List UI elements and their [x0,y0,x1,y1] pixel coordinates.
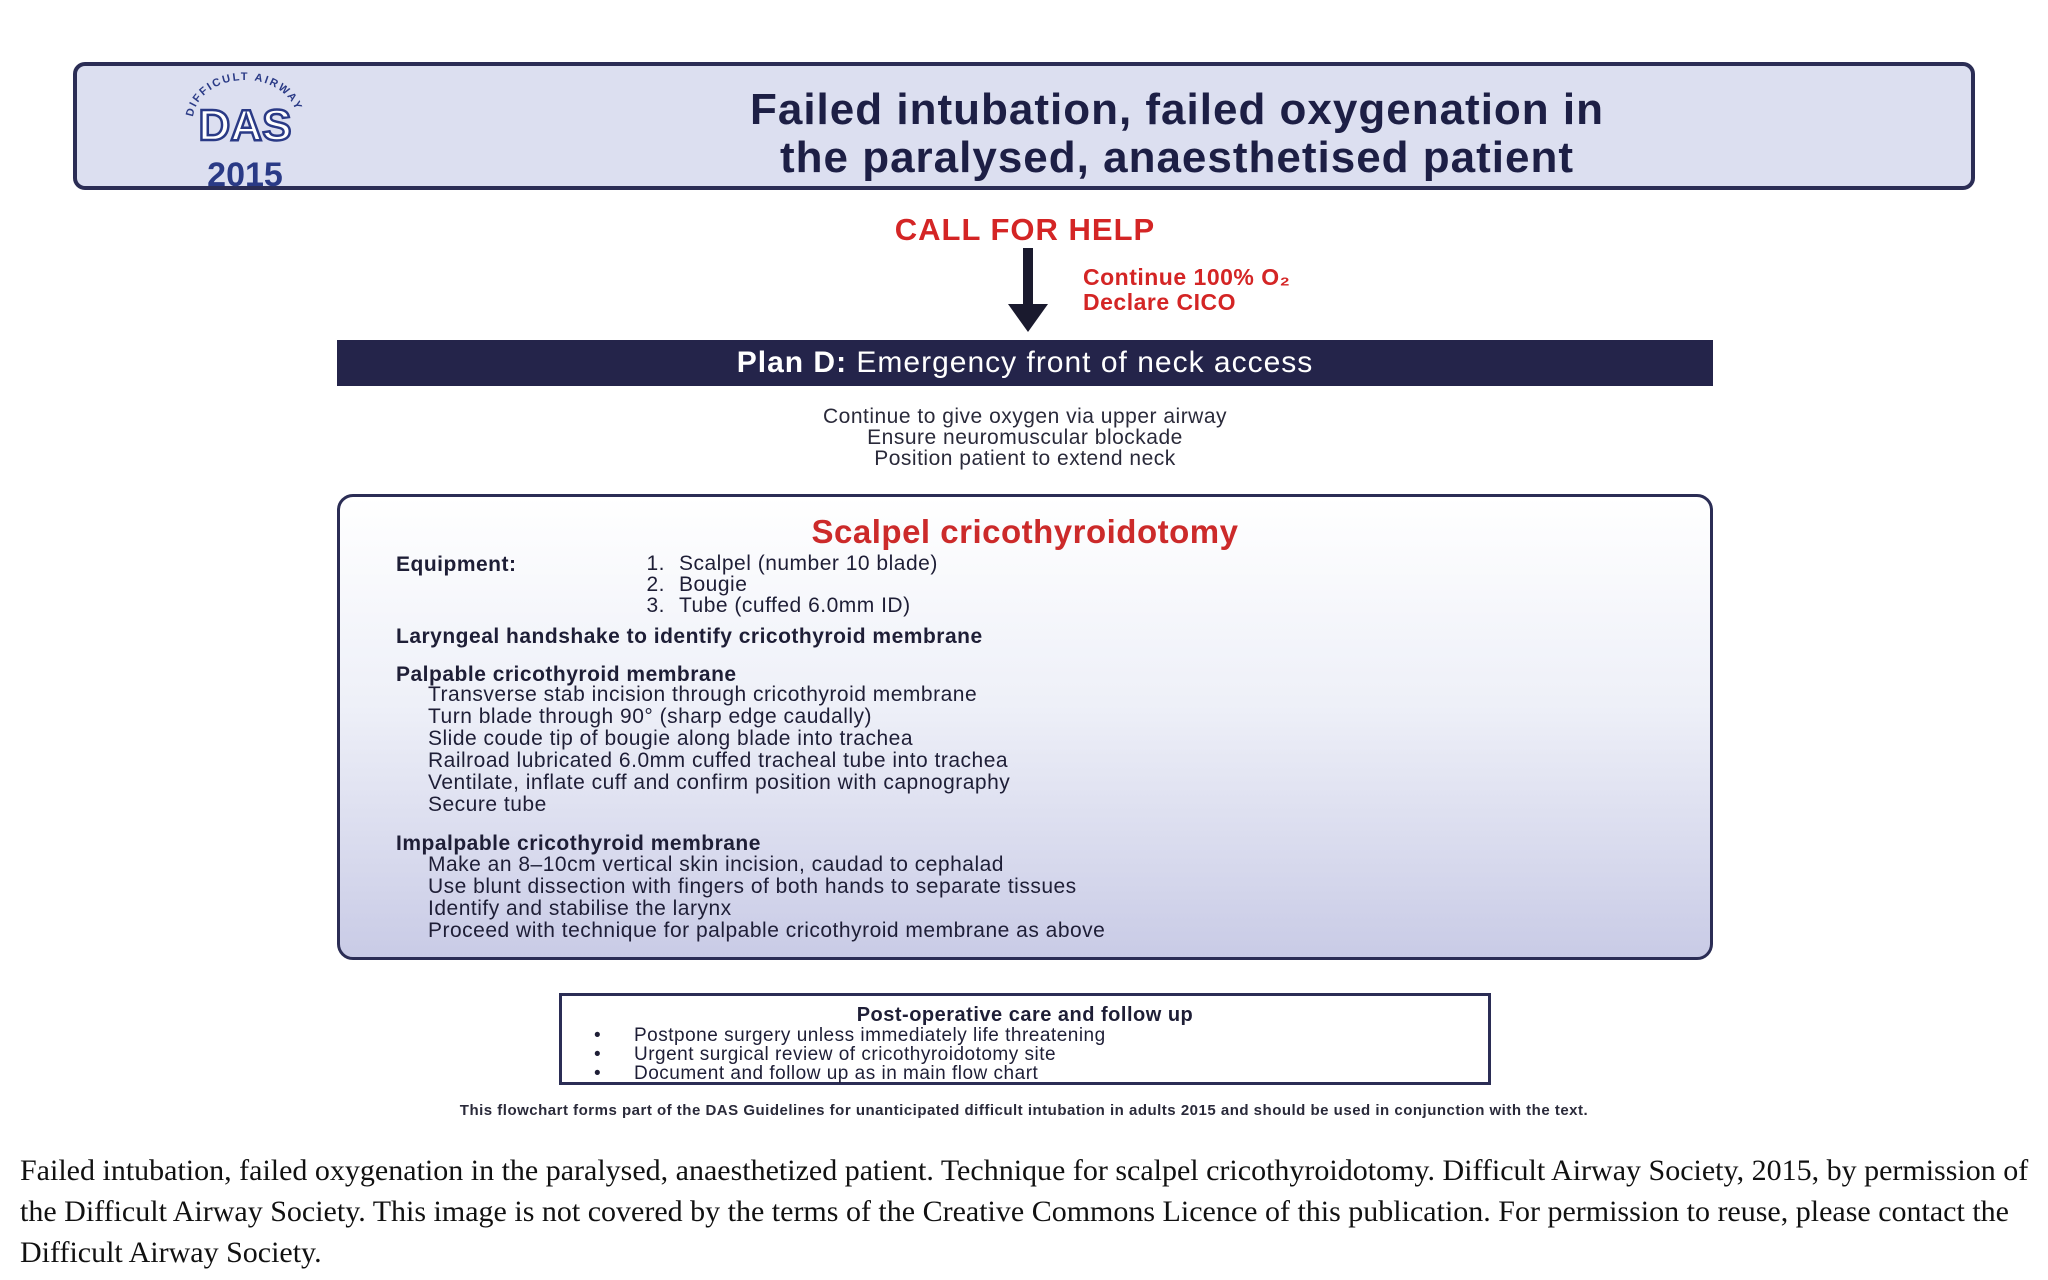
step: Slide coude tip of bougie along blade into trachea [428,727,914,750]
das-logo [155,72,335,194]
palpable-heading: Palpable cricothyroid membrane [396,663,737,686]
plan-note: Ensure neuromuscular blockade [867,426,1183,449]
logo-ring-text: DIFFICULT AIRWAY [184,72,305,118]
step: Railroad lubricated 6.0mm cuffed tracheal tube into trachea [428,749,1009,772]
step: Ventilate, inflate cuff and confirm position with capnography [428,771,1011,794]
equipment-item: 3. Tube (cuffed 6.0mm ID) [646,594,911,617]
laryngeal-handshake: Laryngeal handshake to identify cricothyroid membrane [396,625,983,648]
post-operative-box [559,993,1491,1085]
arrow-down-icon [1008,248,1048,332]
bullet-icon: • [594,1063,602,1084]
equipment-label: Equipment: [396,553,517,576]
bullet-icon: • [594,1025,602,1046]
scalpel-title: Scalpel cricothyroidotomy [811,513,1239,550]
step: Use blunt dissection with fingers of both hands to separate tissues [428,875,1077,898]
post-op-list [594,1026,1106,1083]
bullet-icon: • [594,1044,602,1065]
continue-oxygen: Continue 100% O₂ [1083,264,1291,290]
plan-note: Position patient to extend neck [874,447,1176,470]
post-op-item: • Postpone surgery unless immediately life threatening [594,1025,1106,1046]
plan-notes [337,406,1713,469]
continue-notes [1083,265,1290,315]
palpable-steps [428,684,1010,816]
title-line-1: Failed intubation, failed oxygenation in [749,85,1605,134]
post-op-title: Post-operative care and follow up [856,1004,1194,1026]
step: Proceed with technique for palpable cricothyroid membrane as above [428,919,1106,942]
step: Secure tube [428,793,547,816]
title-line-2: the paralysed, anaesthetised patient [779,133,1575,182]
step: Make an 8–10cm vertical skin incision, caudad to cephalad [428,853,1004,876]
equipment-item: 1. Scalpel (number 10 blade) [646,552,938,575]
call-for-help: CALL FOR HELP [894,212,1156,247]
post-op-item: • Urgent surgical review of cricothyroidotomy site [594,1044,1057,1065]
plan-d-bar [337,340,1713,386]
declare-cico: Declare CICO [1083,289,1237,315]
header-banner [73,62,1975,194]
logo-letters: DAS [198,101,292,150]
plan-d-label: Plan D: [736,346,848,379]
plan-note: Continue to give oxygen via upper airway [822,405,1228,428]
step: Turn blade through 90° (sharp edge caudally) [428,705,873,728]
flowchart-footnote: This flowchart forms part of the DAS Guidelines for unanticipated difficult intubation in adults 2015 and should be used in conjunction with the text. [459,1102,1589,1119]
impalpable-heading: Impalpable cricothyroid membrane [396,832,761,855]
post-op-item: • Document and follow up as in main flow chart [594,1063,1039,1084]
das-logo-icon [155,72,335,158]
plan-d-text: Emergency front of neck access [856,346,1314,379]
step: Transverse stab incision through cricothyroid membrane [428,683,978,706]
equipment-list [620,553,938,616]
step: Identify and stabilise the larynx [428,897,732,920]
logo-year: 2015 [207,156,283,194]
equipment-item: 2. Bougie [646,573,748,596]
page-title [407,86,1947,182]
figure-caption: Failed intubation, failed oxygenation in the paralysed, anaesthetized patient. Technique for scalpel cricothyroidotomy. Difficult Airway Society, 2015, by permission of the Difficult Airway Society. This image is not covered by the terms of the Creative Commons Licence of this publication. For permission to reuse, please contact the Difficult Airway Society. [20,1154,2029,1269]
impalpable-steps [428,854,1105,942]
scalpel-cricothyroidotomy-box [337,494,1713,960]
